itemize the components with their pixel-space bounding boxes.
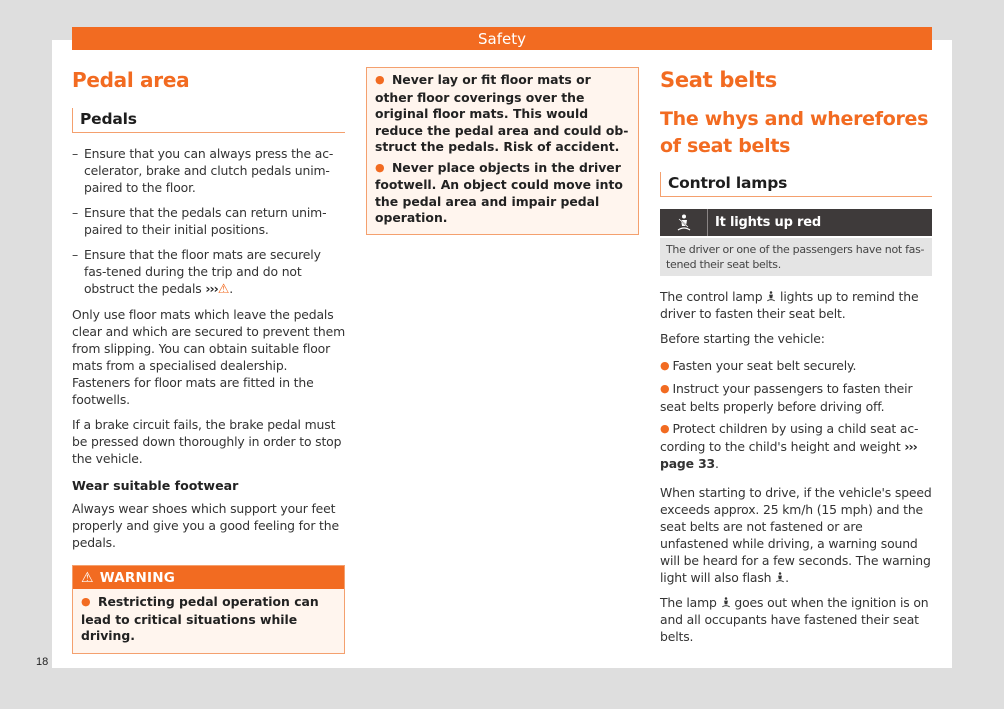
warning-item: ● Never place objects in the driver footwell. An object could move into the pedal area and impair pedal operation. — [375, 159, 623, 225]
list-item: ● Fasten your seat belt securely. — [660, 358, 857, 373]
section-title-seat-belts: Seat belts — [660, 68, 777, 92]
before-starting-text: Before starting the vehicle: — [660, 331, 825, 346]
floor-mats-paragraph: Only use floor mats which leave the pedals clear and which are secured to prevent them from slipping. You can obtain suitable floor mats from a specialised dealership. Fasteners for floor mats are fitted in the footwells. — [72, 307, 346, 407]
warning-header: ⚠ WARNING — [73, 566, 344, 589]
middle-column — [366, 60, 639, 235]
warning-continued-box — [366, 67, 639, 235]
footwear-paragraph: Always wear shoes which support your feet properly and give you a good feeling for the pedals. — [72, 501, 339, 550]
warning-box — [72, 565, 345, 654]
seat-belt-warning-icon — [721, 596, 731, 609]
control-lamp-table — [660, 209, 932, 276]
section-header-bar: Safety — [72, 27, 932, 50]
warning-item: ● Restricting pedal operation can lead to critical situations while driving. — [81, 594, 319, 643]
page-reference-link[interactable]: page 33 — [660, 456, 716, 471]
footwear-heading: Wear suitable footwear — [72, 478, 239, 493]
bullet-icon: ● — [375, 160, 385, 174]
seat-belt-bullet-list — [660, 357, 932, 472]
subtitle-whys-wherefores: The whys and wherefores of seat belts — [660, 108, 929, 157]
bullet-icon: ● — [660, 382, 670, 395]
speed-warning-paragraph: When starting to drive, if the vehicle's speed exceeds approx. 25 km/h (15 mph) and the seat belts are not fastened or are unfastened while driving, a warning sound will be heard for a few seconds. The warning light will also flash . — [660, 485, 932, 585]
seat-belt-warning-icon — [660, 209, 708, 236]
bullet-icon: ● — [375, 73, 385, 86]
warning-body — [73, 589, 344, 653]
cross-reference-arrows[interactable]: ››› — [205, 281, 218, 296]
seat-belt-warning-icon — [766, 290, 776, 303]
list-item: – Ensure that the floor mats are securely fas-tened during the trip and do not obstruct the pedals ›››⚠. — [72, 247, 321, 297]
control-lamp-paragraph: The control lamp lights up to remind the driver to fasten their seat belt. — [660, 289, 919, 321]
subsection-title-control-lamps: Control lamps — [660, 172, 932, 197]
list-item: ● Instruct your passengers to fasten their seat belts properly before driving off. — [660, 381, 913, 414]
list-item: – Ensure that you can always press the ac-celerator, brake and clutch pedals unim-paired to the floor. — [72, 146, 334, 195]
warning-triangle-icon[interactable]: ⚠ — [217, 282, 230, 297]
bullet-icon: ● — [81, 595, 91, 608]
warning-item: ● Never lay or fit floor mats or other floor coverings over the original floor mats. This would reduce the pedal area and could ob-struct the pedals. Risk of accident. — [375, 72, 629, 154]
right-column — [660, 60, 932, 653]
lamp-off-paragraph: The lamp goes out when the ignition is on and all occupants have fastened their seat belts. — [660, 595, 929, 644]
bullet-icon: ● — [660, 359, 670, 372]
bullet-icon: ● — [660, 422, 670, 435]
cross-reference-arrows[interactable]: ››› — [904, 439, 917, 454]
list-item: ● Protect children by using a child seat ac-cording to the child's height and weight ››› page 33. — [660, 421, 919, 471]
warning-triangle-icon: ⚠ — [81, 570, 94, 586]
page-number: 18 — [36, 656, 49, 668]
seat-belt-warning-icon — [775, 571, 785, 584]
list-item: – Ensure that the pedals can return unim-paired to their initial positions. — [72, 205, 327, 237]
section-title-pedal-area: Pedal area — [72, 68, 190, 92]
brake-circuit-paragraph: If a brake circuit fails, the brake pedal must be pressed down thoroughly in order to stop the vehicle. — [72, 417, 342, 466]
lamp-table-header — [660, 209, 932, 236]
lamp-status-label: It lights up red — [715, 215, 821, 230]
subsection-title-pedals: Pedals — [72, 108, 345, 133]
pedal-checklist — [72, 145, 345, 298]
lamp-description: The driver or one of the passengers have not fas-tened their seat belts. — [660, 238, 932, 276]
left-column — [72, 60, 345, 654]
